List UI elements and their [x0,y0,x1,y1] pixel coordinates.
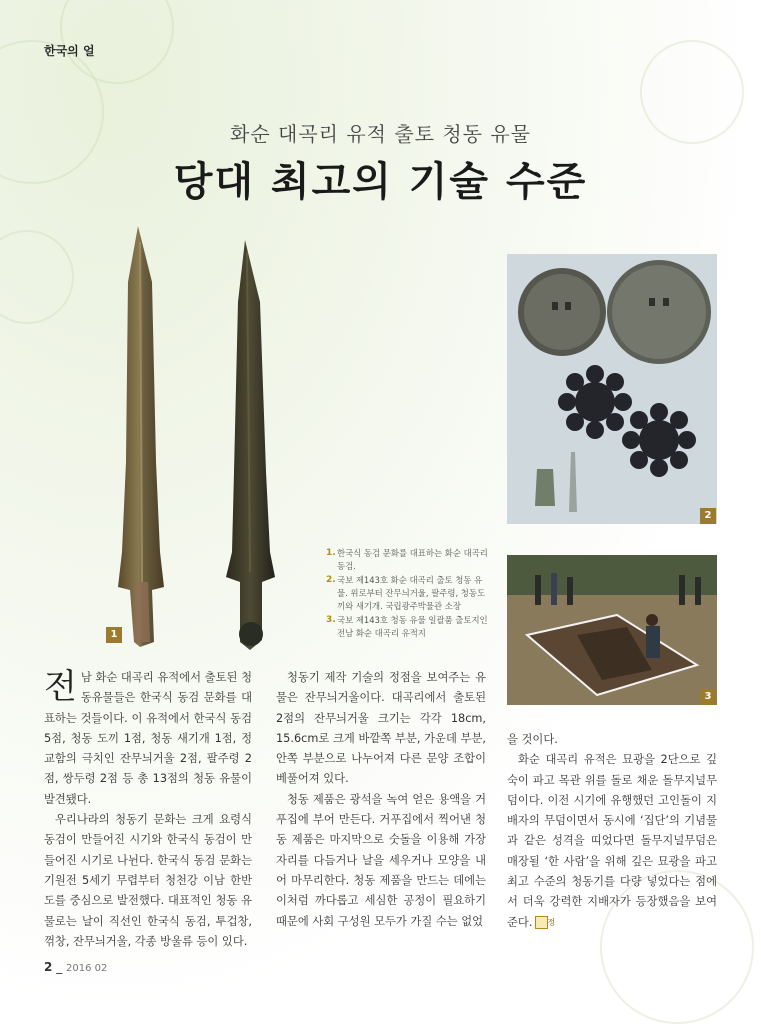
caption-text: 국보 제143호 청동 유물 일괄품 출토지인 전남 화순 대곡리 유적지 [337,615,488,638]
photo-number-badge: 1 [106,627,122,643]
photo-captions [326,547,488,641]
paragraph-text: 청동 제품은 광석을 녹여 얻은 용액을 거푸집에 부어 만든다. 거푸집에서 찍어낸 청동 제품은 마지막으로 숫돌을 이용해 가장자리를 다듬거나 날을 세우거나 모양을 내어 마무리한다. 청동 제품을 만드는 데에는 이처럼 까다롭고 세심한 공정이 필요하기 때문에 사회 구성원 모두가 가질 수는 없었 [276,792,486,928]
bronze-dagger-illustration [100,222,310,652]
page-number: 2 [44,960,53,974]
excavation-illustration [507,555,717,705]
caption-3 [326,614,488,640]
paragraph [44,668,252,810]
caption-number: 3. [326,615,336,625]
caption-text: 국보 제143호 화순 대곡리 출토 청동 유물. 위로부터 잔무늬거울, 팔주령, 청동도끼와 새기개. 국립광주박물관 소장 [337,575,486,611]
photo-number-badge: 3 [700,689,716,705]
caption-number: 2. [326,575,336,585]
paragraph-text: 남 화순 대곡리 유적에서 출토된 청동유물들은 한국식 동검 문화를 대표하는 것들이다. 이 유적에서 한국식 동검 5점, 청동 도끼 1점, 청동 새기개 1점, 정교함의 극치인 잔무늬거울 2점, 팔주령 2점, 쌍두령 2점 등 총 13점의 청동 유물이 발견됐다. [44,671,252,806]
drop-cap: 전 [44,667,77,707]
paragraph-text: 을 것이다. [507,733,558,746]
page-footer [44,960,107,974]
caption-1 [326,547,488,573]
caption-2 [326,574,488,613]
photo-bronze-daggers [100,222,310,652]
issue-date: 2016 02 [66,963,108,974]
paragraph-text: 우리나라의 청동기 문화는 크게 요령식 동검이 만들어진 시기와 한국식 동검이 만들어진 시기로 나뉜다. 한국식 동검 문화는 기원전 5세기 무렵부터 청천강 이남 한반도를 중심으로 발전했다. 대표적인 청동 유물로는 날이 직선인 한국식 동검, 투겁창, 꺾창, 잔무늬거울, 각종 방울류 등이 있다. [44,813,252,948]
paragraph-text: 청동기 제작 기술의 정점을 보여주는 유물은 잔무늬거울이다. 대곡리에서 출토된 2점의 잔무늬거울 크기는 각각 18cm, 15.6cm로 크게 바깥쪽 부분, 가운데 부분, 안쪽 부분으로 나누어져 다른 문양 조합이 베풀어져 있다. [276,671,486,786]
article-subtitle: 화순 대곡리 유적 출토 청동 유물 [230,122,531,146]
photo-number-badge: 2 [700,508,716,524]
body-column-3 [507,730,717,933]
section-label: 한국의 얼 [44,44,95,58]
body-column-2 [276,668,486,932]
paragraph [507,730,717,750]
footer-separator: _ [56,960,63,974]
bronze-mirror-illustration [507,254,717,524]
caption-number: 1. [326,548,336,558]
caption-text: 한국식 동검 문화를 대표하는 화순 대곡리 동검. [337,548,488,571]
article-title: 당대 최고의 기술 수준 [173,158,588,205]
photo-excavation-site [507,555,717,705]
paragraph [276,668,486,790]
photo-bronze-mirrors [507,254,717,524]
paragraph [507,750,717,933]
end-mark-icon: 정 [535,916,548,929]
paragraph-text: 화순 대곡리 유적은 묘광을 2단으로 깊숙이 파고 목관 위를 돌로 채운 돌무지널무덤이다. 이전 시기에 유행했던 고인돌이 지배자의 무덤이면서 동시에 ‘집단’의 기념물과 같은 성격을 띠었다면 돌무지널무덤은 매장될 ‘한 사람’을 위해 깊은 묘광을 파고 최고 수준의 청동기를 다량 넣었다는 점에서 더욱 강력한 지배자가 등장했음을 보여준다. [507,753,717,929]
paragraph [276,790,486,932]
body-column-1 [44,668,252,952]
paragraph [44,810,252,952]
